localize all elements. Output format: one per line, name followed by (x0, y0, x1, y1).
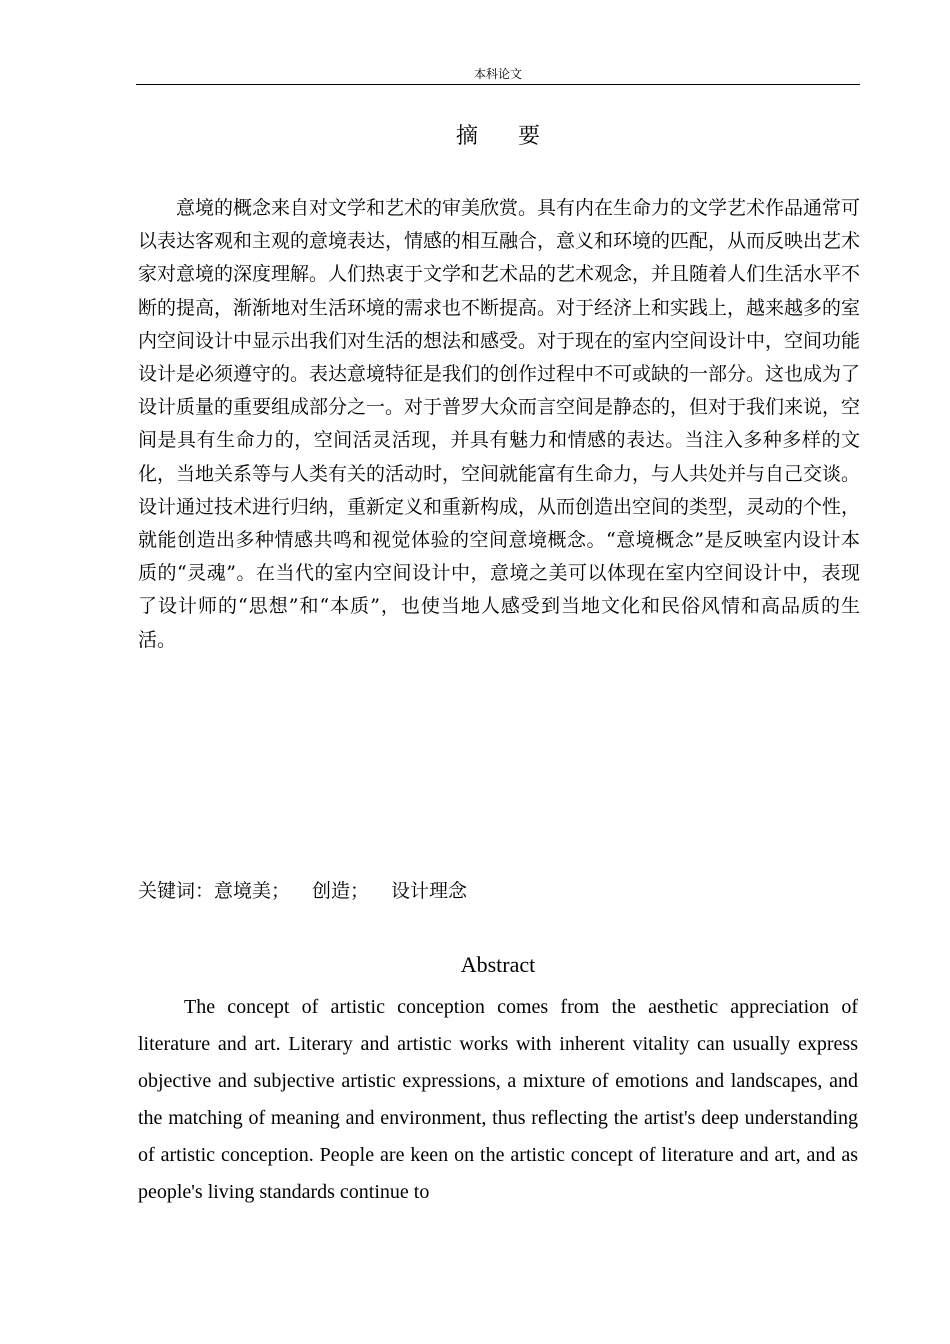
keywords-label: 关键词： (138, 880, 215, 902)
keywords-line (138, 876, 860, 906)
header-rule (136, 84, 860, 85)
keyword-item: 创造； (312, 880, 370, 902)
keyword-item: 设计理念 (391, 880, 468, 902)
english-abstract-title: Abstract (460, 952, 536, 977)
chinese-abstract-body: 意境的概念来自对文学和艺术的审美欣赏。具有内在生命力的文学艺术作品通常可以表达客观和主观的意境表达，情感的相互融合，意义和环境的匹配，从而反映出艺术家对意境的深度理解。人们热衷于文学和艺术品的艺术观念，并且随着人们生活水平不断的提高，渐渐地对生活环境的需求也不断提高。对于经济上和实践上，越来越多的室内空间设计中显示出我们对生活的想法和感受。对于现在的室内空间设计中，空间功能设计是必须遵守的。表达意境特征是我们的创作过程中不可或缺的一部分。这也成为了设计质量的重要组成部分之一。对于普罗大众而言空间是静态的，但对于我们来说，空间是具有生命力的，空间活灵活现，并具有魅力和情感的表达。当注入多种多样的文化，当地关系等与人类有关的活动时，空间就能富有生命力，与人共处并与自己交谈。设计通过技术进行归纳，重新定义和重新构成，从而创造出空间的类型，灵动的个性，就能创造出多种情感共鸣和视觉体验的空间意境概念。“意境概念”是反映室内设计本质的“灵魂”。在当代的室内空间设计中，意境之美可以体现在室内空间设计中，表现了设计师的“思想”和“本质”，也使当地人感受到当地文化和民俗风情和高品质的生活。 (138, 197, 861, 651)
english-abstract-body: The concept of artistic conception comes from the aesthetic appreciation of literature and art. Literary and artistic works with inherent vitality can usually express objective and subjective artistic expressions, a mixture of emotions and landscapes, and the matching of meaning and environment, thus reflecting the artist's deep understanding of artistic conception. People are keen on the artistic concept of literature and art, and as people's living standards continue to (138, 996, 858, 1203)
running-header: 本科论文 (473, 67, 522, 81)
chinese-abstract-title: 摘要 (455, 124, 580, 149)
keyword-item: 意境美； (214, 880, 291, 902)
